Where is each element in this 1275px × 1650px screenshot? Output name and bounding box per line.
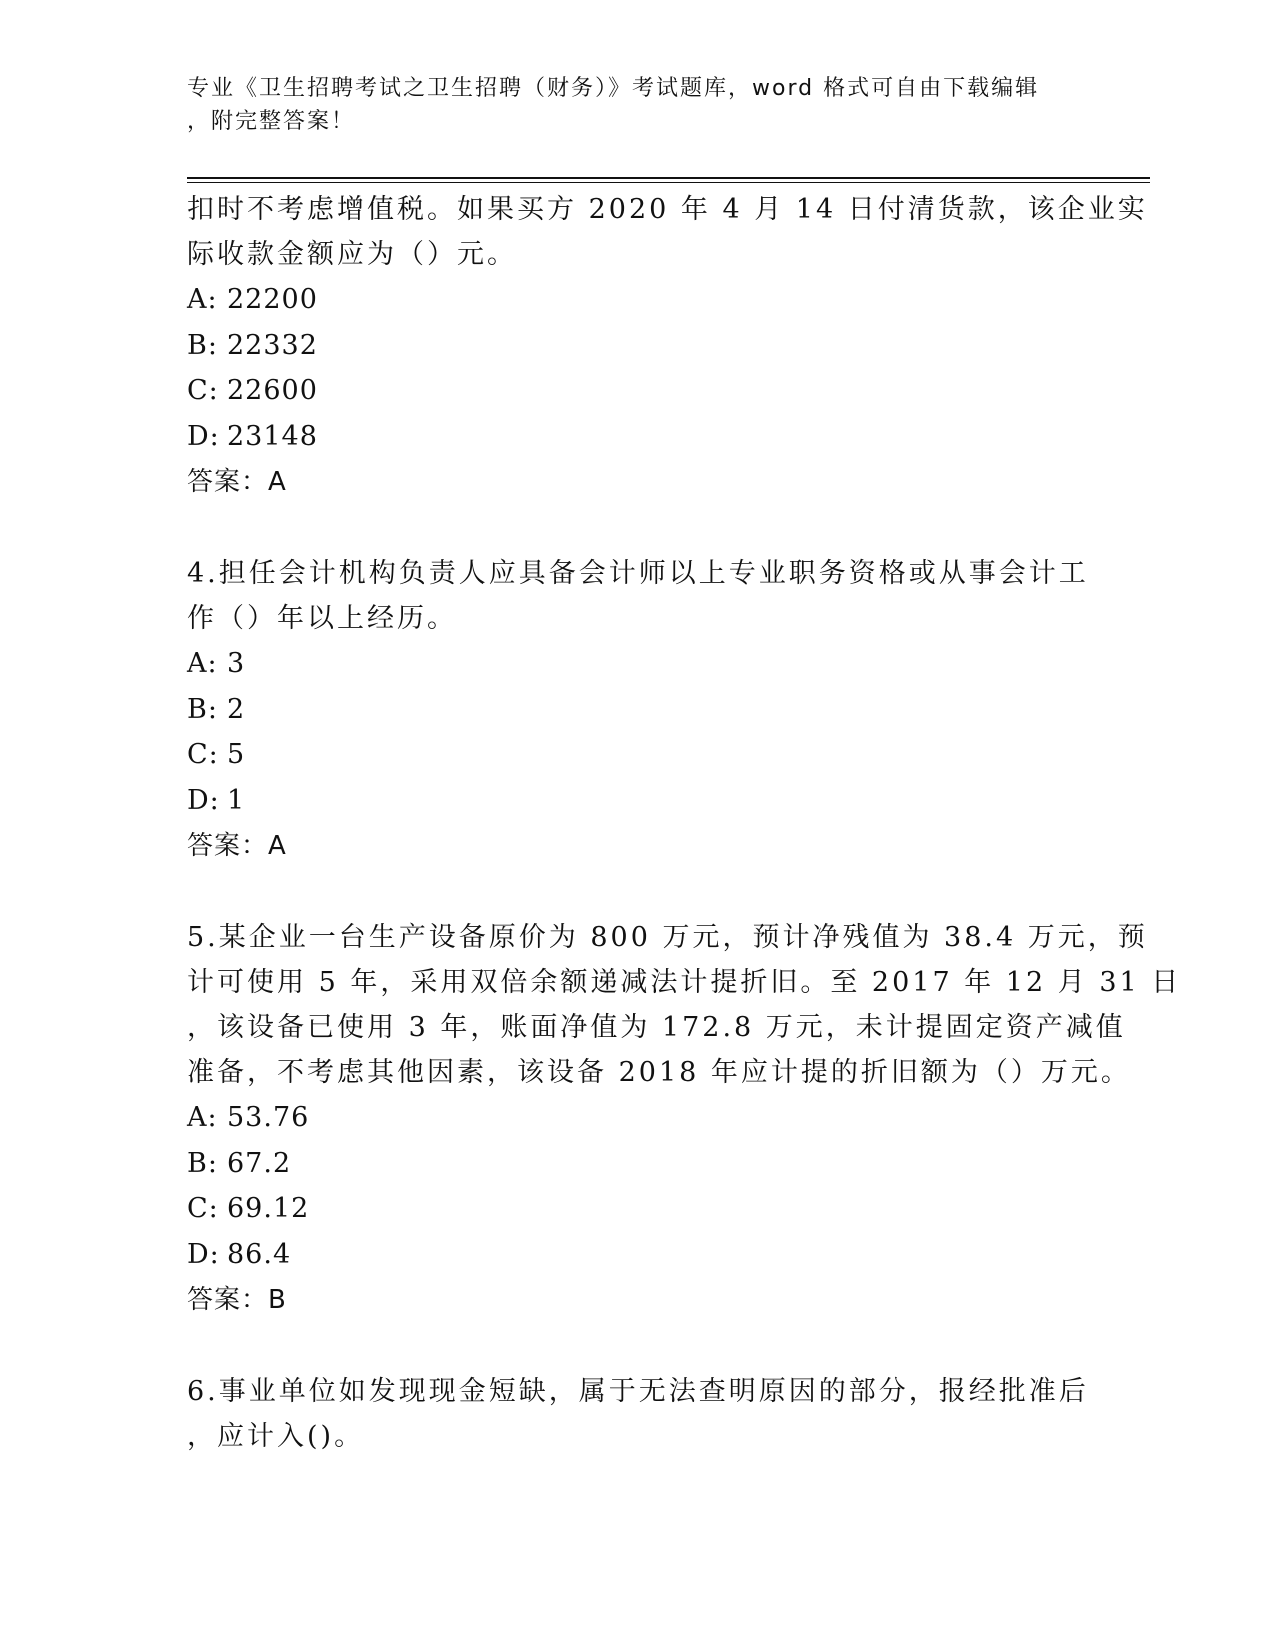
question-list [187, 187, 1182, 1459]
question-text: 计可使用 5 年，采用双倍余额递减法计提折旧。至 2017 年 12 月 31 日 [187, 967, 1182, 998]
option-value: 2 [227, 693, 246, 725]
option-d [187, 414, 1087, 460]
header-divider-thin [187, 182, 1150, 183]
option-a [187, 1095, 1087, 1141]
option-value: 22600 [227, 375, 318, 406]
header-divider-thick [187, 177, 1150, 179]
option-value: 3 [227, 648, 246, 679]
question-block [187, 187, 1148, 505]
header-line: 专业《卫生招聘考试之卫生招聘（财务）》考试题库，word 格式可自由下载编辑 [187, 76, 1040, 101]
option-value: 67.2 [227, 1147, 292, 1179]
option-key: B: [187, 693, 218, 725]
question-text: 准备，不考虑其他因素，该设备 2018 年应计提的折旧额为（）万元。 [187, 1057, 1131, 1088]
spacer [187, 505, 1087, 551]
header-line: ，附完整答案！ [187, 109, 356, 134]
question-text: 扣时不考虑增值税。如果买方 2020 年 4 月 14 日付清货款，该企业实 [187, 194, 1148, 225]
option-c [187, 732, 1087, 778]
option-key: B: [187, 1147, 218, 1179]
question-text: 6.事业单位如发现现金短缺，属于无法查明原因的部分，报经批准后 [187, 1376, 1089, 1407]
option-value: 22200 [227, 284, 318, 315]
question-text: ，应计入()。 [187, 1421, 365, 1452]
option-b [187, 1141, 1087, 1187]
option-value: 1 [227, 784, 246, 816]
option-key: C: [187, 739, 219, 770]
question-text: 作（）年以上经历。 [187, 603, 457, 634]
option-value: 86.4 [227, 1238, 292, 1270]
option-value: 53.76 [227, 1102, 310, 1133]
option-b [187, 323, 1087, 369]
question-block [187, 551, 1087, 869]
question-text: ，该设备已使用 3 年，账面净值为 172.8 万元，未计提固定资产减值 [187, 1012, 1126, 1043]
option-key: A: [187, 284, 218, 315]
option-a [187, 641, 1087, 687]
question-block [187, 1369, 1087, 1459]
option-d [187, 778, 1087, 824]
answer: 答案：A [187, 467, 287, 497]
option-value: 5 [227, 739, 246, 770]
option-key: A: [187, 1102, 218, 1133]
option-c [187, 368, 1087, 414]
option-key: D: [187, 784, 220, 816]
page-header [187, 72, 1077, 138]
spacer [187, 869, 1087, 915]
option-key: D: [187, 1238, 220, 1270]
option-key: C: [187, 375, 219, 406]
option-value: 69.12 [227, 1193, 310, 1224]
option-b [187, 687, 1087, 733]
option-value: 23148 [227, 420, 318, 452]
option-key: A: [187, 648, 218, 679]
answer: 答案：B [187, 1285, 287, 1315]
option-key: C: [187, 1193, 219, 1224]
spacer [187, 1323, 1087, 1369]
option-d [187, 1232, 1087, 1278]
answer: 答案：A [187, 831, 287, 861]
question-block [187, 915, 1182, 1323]
option-a [187, 277, 1087, 323]
option-c [187, 1186, 1087, 1232]
question-text: 5.某企业一台生产设备原价为 800 万元，预计净残值为 38.4 万元，预 [187, 922, 1148, 953]
option-value: 22332 [227, 329, 318, 361]
question-text: 际收款金额应为（）元。 [187, 239, 517, 270]
question-text: 4.担任会计机构负责人应具备会计师以上专业职务资格或从事会计工 [187, 558, 1089, 589]
option-key: B: [187, 329, 218, 361]
option-key: D: [187, 420, 220, 452]
